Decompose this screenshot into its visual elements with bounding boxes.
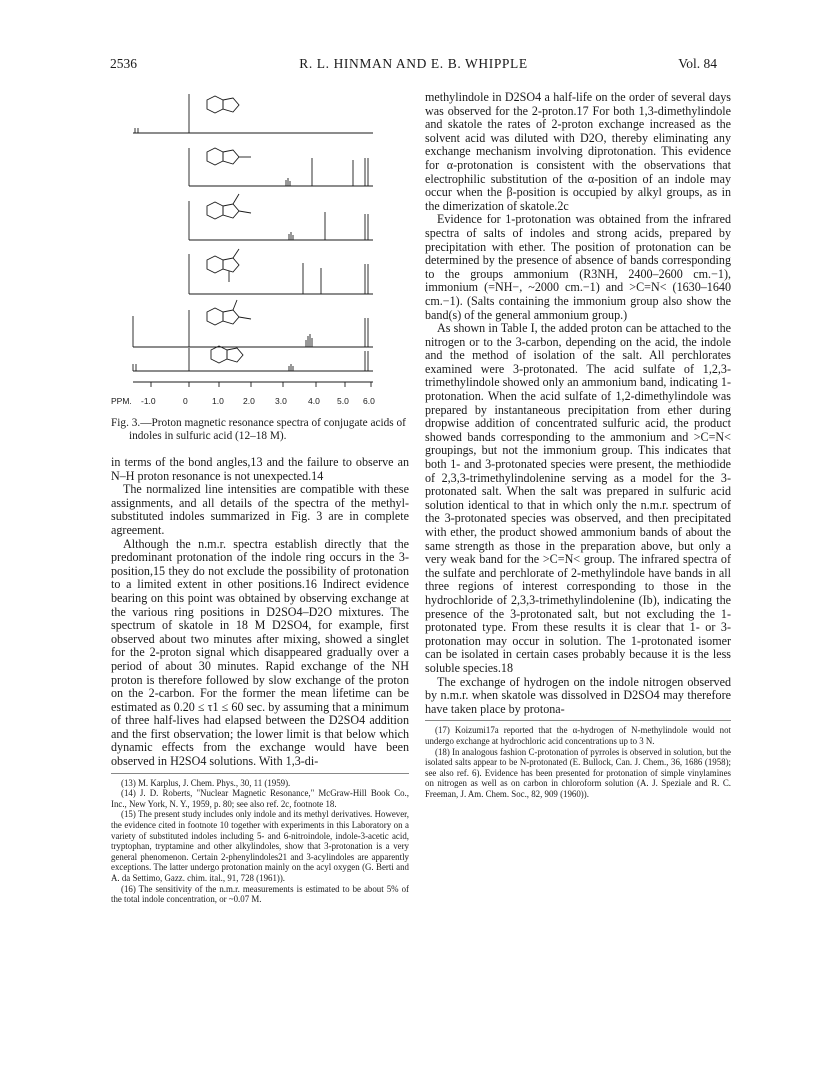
tick-label: 1.0: [212, 396, 224, 406]
footnote: (16) The sensitivity of the n.m.r. measurements is estimated to be about 5% of the total indole concentration, or ~0.07 M.: [111, 883, 409, 905]
footnote-divider: [425, 720, 731, 721]
structure-5: [207, 300, 251, 325]
paragraph: methylindole in D2SO4 a half-life on the order of several days was observed for the 2-proton.17 For both 1,3-dimethylindole and skatole the rates of 2-proton exchange increased as the solvent acid was diluted with D2O, thereby eliminating any exchange mechanism involving diprotonation. This evidence for α-protonation is consistent with the observations that electrophilic substitution of the α-position of an indole may occur when the β-position is occupied by alkyl groups, as in the dimerization of skatole.2c: [425, 90, 731, 213]
paragraph: The normalized line intensities are compatible with these assignments, and all details of the spectra of the methyl-substituted indoles summarized in Fig. 3 are in complete agreement.: [111, 482, 409, 537]
tick-label: 4.0: [308, 396, 320, 406]
paragraph: Evidence for 1-protonation was obtained from the infrared spectra of salts of indoles and strong acids, prepared by precipitation with ether. The position of protonation can be determined by the presence of absence of bands corresponding to the groups ammonium (R3NH, 2400–2600 cm.−1), immonium (=NH−, ~2000 cm.−1) and >C=N< (1630–1640 cm.−1). (Salts containing the immonium group also show the band(s) of the general ammonium group.): [425, 212, 731, 322]
structure-2: [207, 148, 251, 165]
paragraph: Although the n.m.r. spectra establish directly that the predominant protonation of the indole ring occurs in the 3-position,15 they do not exclude the possibility of protonation to a limited extent in other positions.16 Indirect evidence bearing on this point was obtained by observing exchange at the various ring positions in D2SO4–D2O mixtures. The spectrum of skatole in 18 M D2SO4, for example, first observed about two minutes after mixing, showed a singlet for the 2-proton signal which disappeared gradually over a period of about 30 minutes. Rapid exchange of the NH proton is therefore followed by slow exchange of the proton on the 2-carbon. For the former the mean lifetime can be estimated as 0.20 ≤ τ1 ≤ 60 sec. by assuming that a minimum of three half-lives had elapsed between the D2SO4 addition and the first observation; the lower limit is that below which dynamic effects from the exchange would have been observed in H2SO4 solutions. With 1,3-di-: [111, 536, 409, 769]
footnote: (13) M. Karplus, J. Chem. Phys., 30, 11 (1959).: [121, 777, 291, 788]
footnote-divider: [111, 773, 409, 774]
volume-label: Vol. 84: [678, 56, 717, 71]
paragraph: As shown in Table I, the added proton can be attached to the nitrogen or to the 3-carbon, depending on the acid, the indole and the method of isolation of the salt. All perchlorates examined were 3-protonated. The acid sulfate of 1,2,3-trimethylindole showed only an ammonium band, indicating 1-protonation. When the acid sulfate of 1,2-dimethylindole was prepared by instantaneous precipitation from ether during dropwise addition of concentrated sulfuric acid, the product showed bands corresponding to the ammonium and >C=N< groupings, but not the immonium group. This indicates that both 1- and 3-protonated species were present, the methiodide of 2,3,3-trimethylindolenine serving as a model for the 3-protonated salt. When the salt was prepared in sulfuric acid solution identical to that in which only the n.m.r. spectrum of the 3-protonated species was observed, and then precipitated with ether, the product showed ammonium bands of about the same strength as those in the preparation above, but only a very weak band for the >C=N< group. The infrared spectra of the sulfate and perchlorate of 2-methylindole have bands in all three regions of interest corresponding to those in the hydrochloride of 2,3,3-trimethylindolenine (Ib), indicating the presence of the 3-protonated salt, but not excluding the 1-protonated type. From these results it is clear that 1- or 3-protonation may occur in solution. The 1-protonated isomer can be isolated in certain cases probably because it is the less soluble species.18: [425, 321, 731, 675]
spectrum-methylindole-c: [189, 249, 373, 294]
right-column: [425, 91, 731, 799]
tick-label: 0: [183, 396, 188, 406]
figure-caption: [111, 417, 409, 443]
tick-label: -1.0: [141, 396, 156, 406]
paragraph: The exchange of hydrogen on the indole nitrogen observed by n.m.r. when skatole was dissolved in D2SO4 may therefore have taken place by protona-: [425, 674, 731, 716]
tick-label: 5.0: [337, 396, 349, 406]
tick-label: 6.0: [363, 396, 375, 406]
tick-label: 3.0: [275, 396, 287, 406]
structure-indole: [207, 96, 239, 113]
figure-caption-number: Fig. 3.: [111, 417, 141, 429]
structure-4: [207, 249, 239, 282]
paragraph: in terms of the bond angles,13 and the failure to observe an N–H proton resonance is not unexpected.14: [111, 455, 409, 483]
figure-caption-text: —Proton magnetic resonance spectra of conjugate acids of indoles in sulfuric acid (12–18 M).: [129, 417, 406, 442]
spectrum-methylindole-a: [189, 148, 373, 186]
footnote: (17) Koizumi17a reported that the α-hydrogen of N-methylindole would not undergo exchange at hydrochloric acid concentrations up to 3 N.: [425, 725, 731, 746]
page-number: 2536: [110, 56, 137, 71]
footnote: (18) In analogous fashion C-protonation of pyrroles is observed in solution, but the isolated salts appear to be N-protonated (E. Bullock, Can. J. Chem., 36, 1686 (1958); see also ref. 6). Evidence has been presented for protonation of simple vinylamines on nitrogen as well as on carbon in chloroform solution (A. J. Speziale and R. C. Freeman, J. Am. Chem. Soc., 82, 909 (1960)).: [425, 746, 731, 799]
tick-label: 2.0: [243, 396, 255, 406]
spectrum-indole: [133, 94, 373, 133]
structure-3: [207, 194, 251, 219]
running-title-authors: R. L. HINMAN AND E. B. WHIPPLE: [299, 56, 528, 71]
left-column: [111, 456, 409, 905]
axis-label: PPM.: [111, 396, 132, 406]
structure-6: [211, 346, 243, 363]
spectrum-indole-d: [133, 346, 373, 371]
spectrum-trimethylindole: [133, 300, 373, 347]
nmr-spectra-figure: [111, 88, 409, 418]
spectrum-methylindole-b: [189, 194, 373, 240]
running-header: [0, 56, 827, 76]
footnote: (14) J. D. Roberts, "Nuclear Magnetic Resonance," McGraw-Hill Book Co., Inc., New York, N. Y., 1959, p. 80; see also ref. 2c, footnote 18.: [111, 788, 409, 809]
footnote: (15) The present study includes only indole and its methyl derivatives. However, the evidence cited in footnote 10 together with experiments in this Laboratory on a variety of substituted indoles including 5- and 6-nitroindole, indole-3-acetic acid, tryptophan, tryptamine and other alkylindoles, show that 3-protonation is a very general phenomenon. Certain 2-phenylindoles21 and 3-acylindoles are apparently exceptions. The latter undergo protonation mainly on the acyl oxygen (G. Berti and A. da Settimo, Gazz. chim. ital., 91, 728 (1961)).: [111, 809, 409, 883]
ppm-axis: [133, 382, 373, 387]
